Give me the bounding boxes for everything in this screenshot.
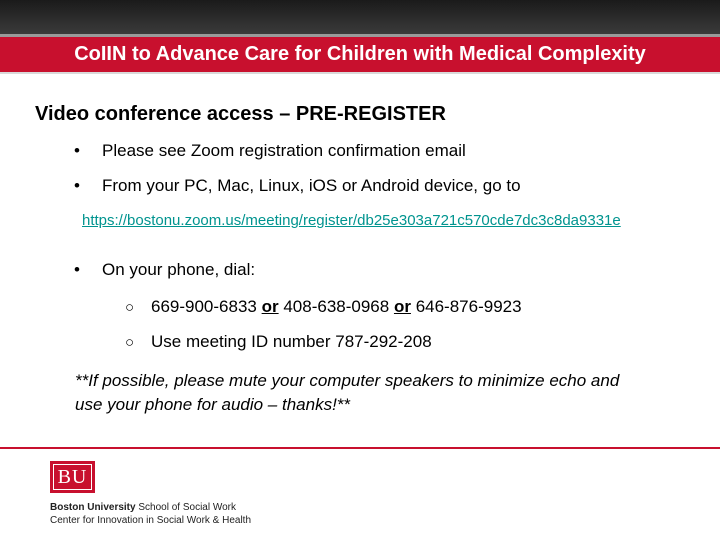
- bullet-dot-icon: •: [74, 260, 80, 279]
- bullet-item-zoom-email: [74, 141, 466, 161]
- bu-logo-text: BU: [53, 464, 92, 490]
- meeting-id-text: Use meeting ID number 787-292-208: [151, 332, 432, 351]
- sub-item-meeting-id: [125, 332, 432, 352]
- audio-note: **If possible, please mute your computer speakers to minimize echo and use your phone for audio – thanks!**: [75, 371, 620, 414]
- phone-number-3: 646-876-9923: [415, 297, 522, 316]
- bullet-text: On your phone, dial:: [102, 260, 256, 279]
- circle-bullet-icon: ○: [125, 299, 135, 316]
- circle-bullet-icon: ○: [125, 334, 135, 351]
- phone-numbers-line: [151, 297, 522, 317]
- or-separator: or: [393, 297, 411, 316]
- top-dark-bar: [0, 0, 720, 34]
- slide-title: CoIIN to Advance Care for Children with Medical Complexity: [74, 43, 646, 65]
- section-heading: Video conference access – PRE-REGISTER: [35, 103, 446, 125]
- bullet-text: From your PC, Mac, Linux, iOS or Android device, go to: [102, 176, 521, 195]
- title-divider: [0, 72, 720, 74]
- phone-number-2: 408-638-0968: [283, 297, 390, 316]
- zoom-registration-link[interactable]: https://bostonu.zoom.us/meeting/register/db25e303a721c570cde7dc3c8da9331e: [82, 212, 621, 229]
- footer-school-line: [50, 502, 236, 513]
- bullet-item-phone: [74, 260, 255, 280]
- bullet-dot-icon: •: [74, 141, 80, 160]
- bullet-text: Please see Zoom registration confirmation email: [102, 141, 466, 160]
- footer-school: School of Social Work: [138, 502, 236, 513]
- footer-divider: [0, 447, 720, 449]
- title-banner: [0, 37, 720, 72]
- footer-center: Center for Innovation in Social Work & Health: [50, 515, 252, 526]
- bullet-item-device-access: [74, 176, 521, 196]
- sub-item-phone-numbers: [125, 297, 522, 317]
- footer-university: Boston University: [50, 502, 136, 513]
- bullet-dot-icon: •: [74, 176, 80, 195]
- or-separator: or: [261, 297, 279, 316]
- bu-logo: [50, 461, 95, 493]
- phone-number-1: 669-900-6833: [151, 297, 257, 316]
